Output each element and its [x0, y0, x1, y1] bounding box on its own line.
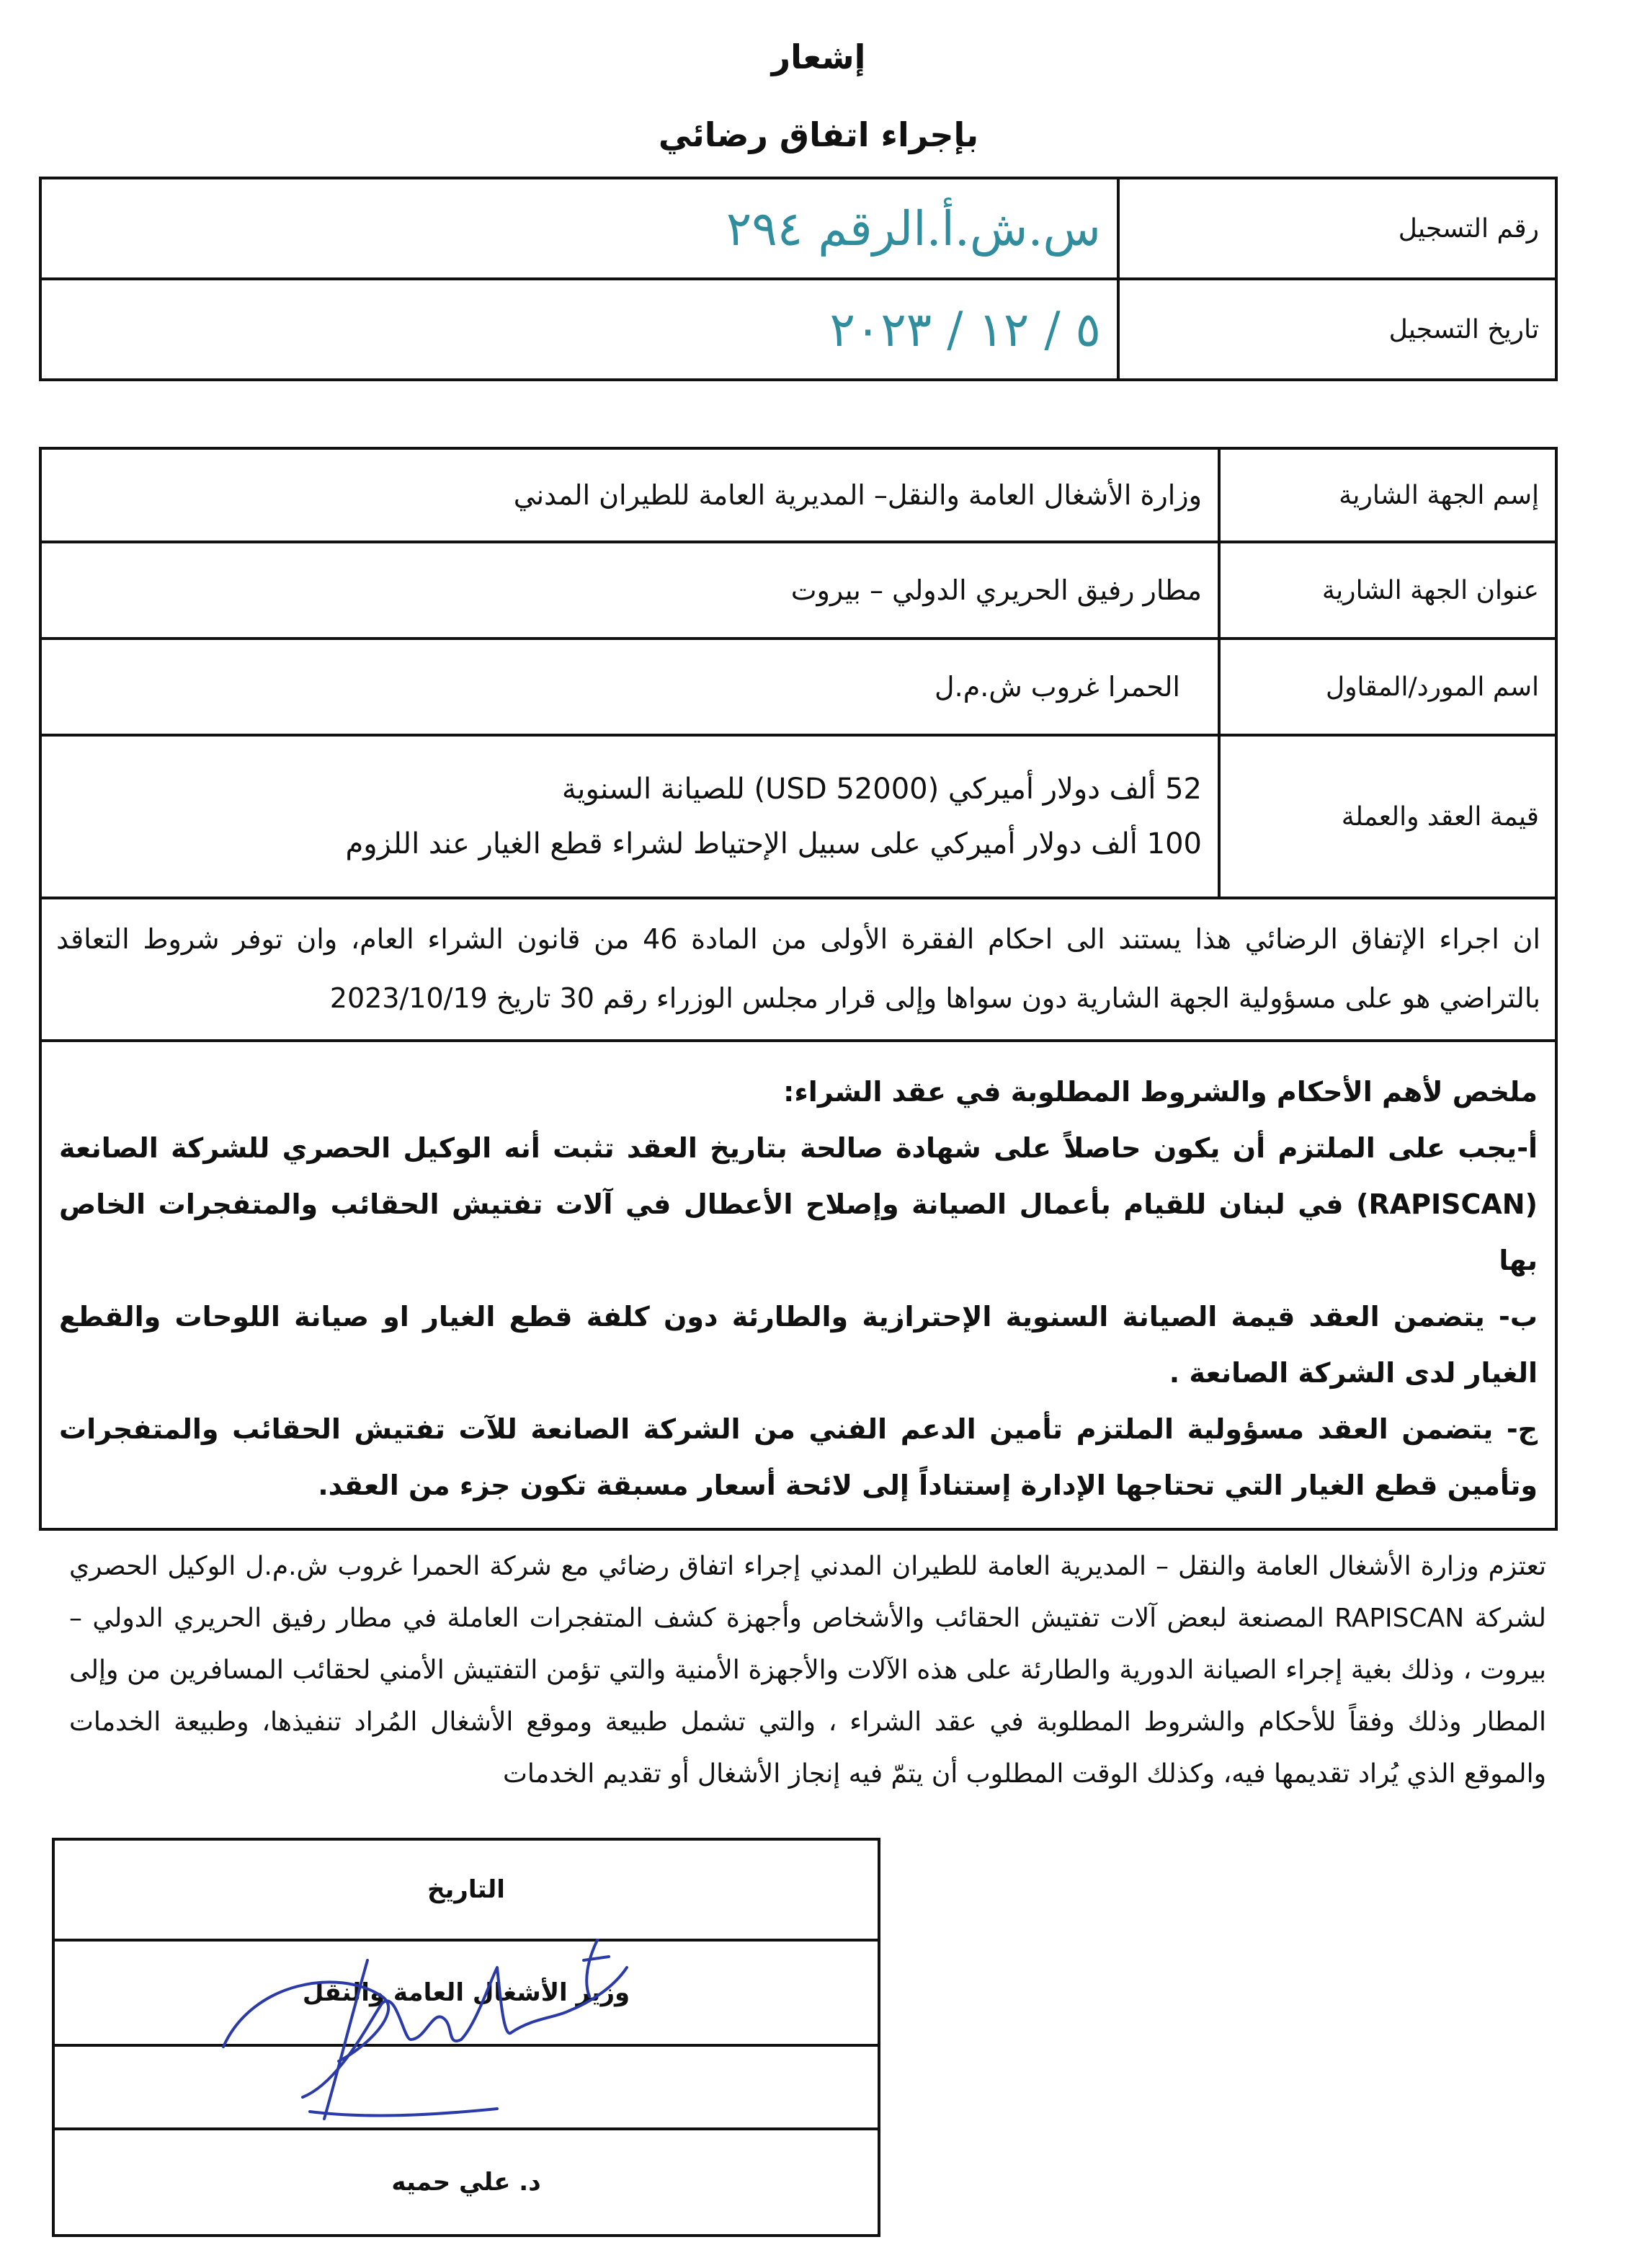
registration-number-label: رقم التسجيل [1118, 178, 1556, 279]
address-value: مطار رفيق الحريري الدولي – بيروت [40, 542, 1219, 639]
document-title: إشعار [771, 37, 866, 76]
contract-value-label: قيمة العقد والعملة [1219, 735, 1556, 898]
summary-item-a: أ-يجب على الملتزم أن يكون حاصلاً على شهادة صالحة بتاريخ العقد تثبت أنه الوكيل الحصري للشركة الصانعة (RAPISCAN) في لبنان للقيام بأعمال الصيانة وإصلاح الأعطال في آلات تفتيش الحقائب والمتفجرات الخاص بها [59, 1132, 1538, 1276]
registration-table [39, 177, 1558, 381]
notice-details-table [39, 447, 1558, 1531]
handwritten-signature [195, 1939, 713, 2155]
supplier-value [40, 639, 1219, 735]
minister-name: د. علي حميه [53, 2129, 879, 2236]
contract-value-line-1: 52 ألف دولار أميركي (USD 52000) للصيانة السنوية [561, 773, 1202, 806]
entity-label: إسم الجهة الشارية [1219, 448, 1556, 542]
handwritten-date: ٥ / ١٢ / ٢٠٢٣ [829, 301, 1101, 357]
supplier-name: الحمرا غروب ش.م.ل [935, 671, 1180, 703]
supplier-label: اسم المورد/المقاول [1219, 639, 1556, 735]
signature-date-label: التاريخ [53, 1839, 879, 1940]
registration-date-value [40, 279, 1118, 380]
document-subtitle: بإجراء اتفاق رضائي [658, 115, 979, 154]
contract-value-cell [40, 735, 1219, 898]
summary-item-c: ج- يتضمن العقد مسؤولية الملتزم تأمين الدعم الفني من الشركة الصانعة للآت تفتيش الحقائب والمتفجرات وتأمين قطع الغيار التي تحتاجها الإدارة إستناداً إلى لائحة أسعار مسبقة تكون جزء من العقد. [59, 1413, 1538, 1501]
handwritten-number: س.ش.أ.الرقم ٢٩٤ [726, 200, 1101, 257]
entity-value: وزارة الأشغال العامة والنقل– المديرية العامة للطيران المدني [40, 448, 1219, 542]
notice-body-text: تعتزم وزارة الأشغال العامة والنقل – المديرية العامة للطيران المدني إجراء اتفاق رضائي مع شركة الحمرا غروب ش.م.ل الوكيل الحصري لشركة RAPISCAN المصنعة لبعض آلات تفتيش الحقائب والأشخاص وأجهزة كشف المتفجرات العاملة في مطار رفيق الحريري الدولي – بيروت ، وذلك بغية إجراء الصيانة الدورية والطارئة على هذه الآلات والأجهزة الأمنية والتي تؤمن التفتيش الأمني لحقائب المسافرين من وإلى المطار وذلك وفقاً للأحكام والشروط المطلوبة في عقد الشراء ، والتي تشمل طبيعة وموقع الأشغال المُراد تنفيذها، وطبيعة الخدمات والموقع الذي يُراد تقديمها فيه، وكذلك الوقت المطلوب أن يتمّ فيه إنجاز الأشغال أو تقديم الخدمات [69, 1552, 1546, 1789]
summary-block [40, 1041, 1556, 1529]
address-label: عنوان الجهة الشارية [1219, 542, 1556, 639]
legal-basis: ان اجراء الإتفاق الرضائي هذا يستند الى احكام الفقرة الأولى من المادة 46 من قانون الشراء العام، وان توفر شروط التعاقد بالتراضي هو على مسؤولية الجهة الشارية دون سواها وإلى قرار مجلس الوزراء رقم 30 تاريخ 2023/10/19 [40, 898, 1556, 1041]
registration-number-value [40, 178, 1118, 279]
summary-item-b: ب- يتضمن العقد قيمة الصيانة السنوية الإحترازية والطارئة دون كلفة قطع الغيار او صيانة اللوحات والقطع الغيار لدى الشركة الصانعة . [59, 1301, 1538, 1389]
registration-date-label: تاريخ التسجيل [1118, 279, 1556, 380]
minister-title: وزير الأشغال العامة والنقل [53, 1940, 879, 2045]
summary-heading: ملخص لأهم الأحكام والشروط المطلوبة في عقد الشراء: [783, 1076, 1538, 1108]
contract-value-line-2: 100 ألف دولار أميركي على سبيل الإحتياط لشراء قطع الغيار عند اللزوم [345, 827, 1202, 860]
